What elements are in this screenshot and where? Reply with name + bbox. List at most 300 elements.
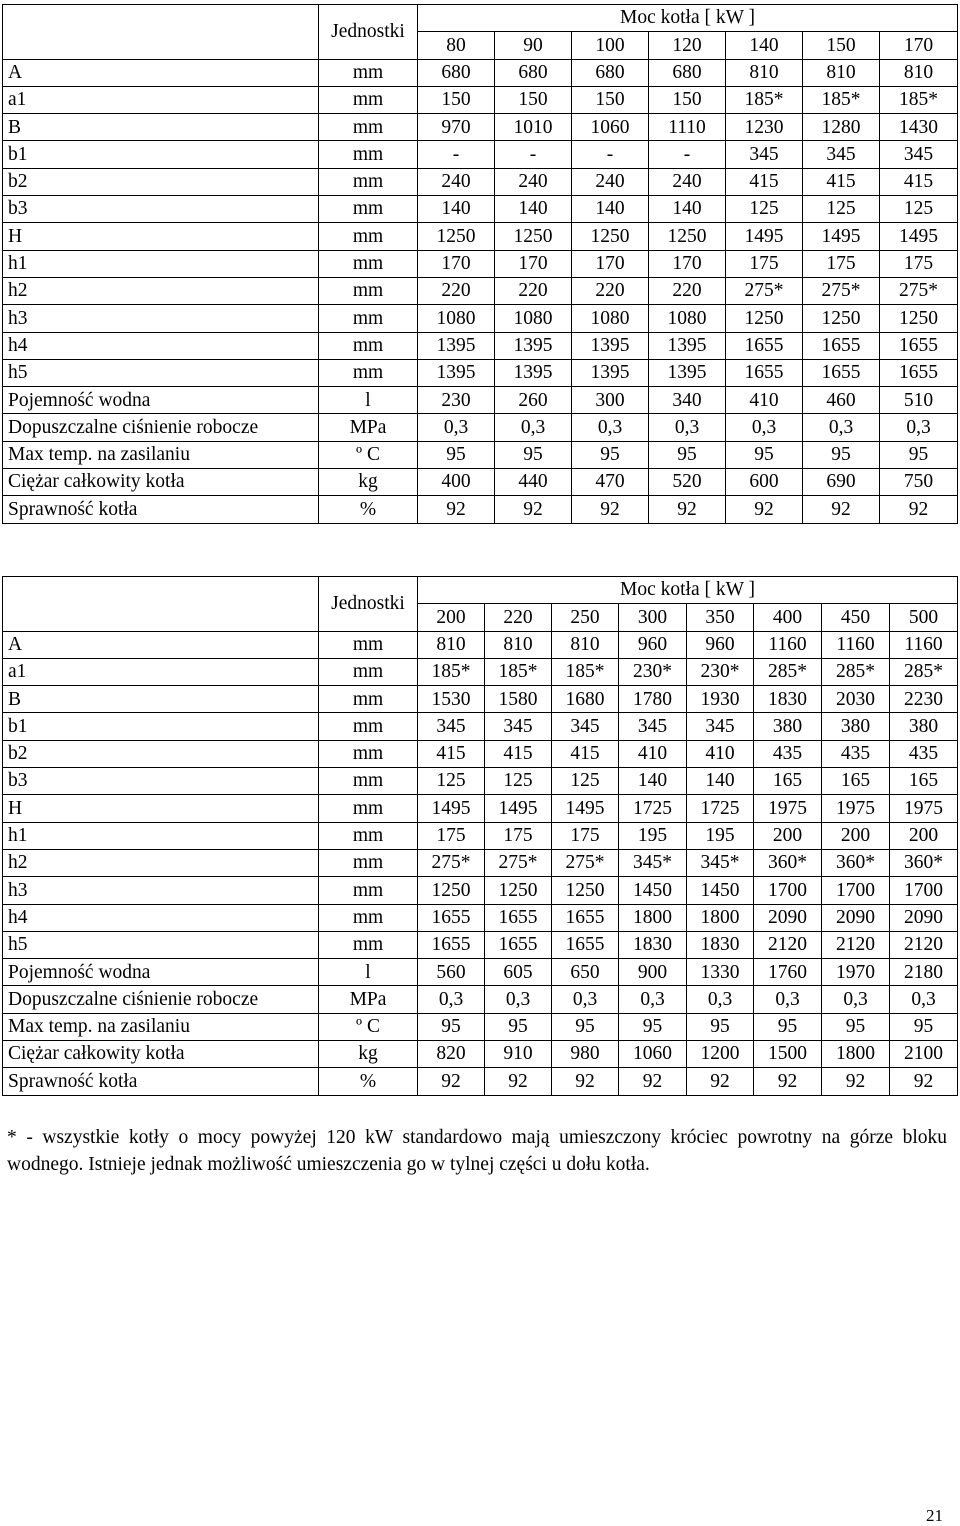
table-row [3, 114, 958, 141]
value-cell: 195 [687, 822, 754, 849]
row-unit: kg [319, 469, 418, 496]
value-cell: 2120 [822, 931, 890, 958]
row-unit: mm [319, 713, 418, 740]
value-cell: 175 [726, 250, 803, 277]
value-cell: 170 [572, 250, 649, 277]
value-cell: 1655 [485, 931, 552, 958]
value-cell: 1160 [822, 631, 890, 658]
table-row [3, 223, 958, 250]
row-unit: mm [319, 196, 418, 223]
value-cell: 1250 [726, 305, 803, 332]
value-cell: 92 [803, 496, 880, 523]
row-unit: l [319, 959, 418, 986]
value-cell: 275* [552, 849, 619, 876]
value-cell: 435 [754, 740, 822, 767]
value-cell: 275* [803, 277, 880, 304]
value-cell: 92 [890, 1068, 958, 1095]
value-cell: 95 [495, 441, 572, 468]
value-cell: 400 [418, 469, 495, 496]
table-row [3, 277, 958, 304]
value-cell: 1230 [726, 114, 803, 141]
value-cell: 410 [726, 387, 803, 414]
value-cell: 185* [485, 658, 552, 685]
value-cell: 960 [687, 631, 754, 658]
power-value-cell: 150 [803, 32, 880, 59]
value-cell: 960 [619, 631, 687, 658]
table-row [3, 305, 958, 332]
value-cell: 92 [822, 1068, 890, 1095]
value-cell: 810 [803, 59, 880, 86]
value-cell: 415 [803, 168, 880, 195]
value-cell: 970 [418, 114, 495, 141]
value-cell: 240 [418, 168, 495, 195]
value-cell: 1110 [649, 114, 726, 141]
value-cell: 340 [649, 387, 726, 414]
value-cell: 1580 [485, 686, 552, 713]
value-cell: 1060 [619, 1041, 687, 1068]
table1-body [3, 5, 958, 524]
value-cell: 345 [418, 713, 485, 740]
value-cell: 1080 [495, 305, 572, 332]
value-cell: 1010 [495, 114, 572, 141]
row-unit: º C [319, 1013, 418, 1040]
row-unit: mm [319, 849, 418, 876]
value-cell: 360* [822, 849, 890, 876]
value-cell: 200 [754, 822, 822, 849]
value-cell: 0,3 [495, 414, 572, 441]
value-cell: 95 [418, 441, 495, 468]
table-row [3, 713, 958, 740]
value-cell: 810 [485, 631, 552, 658]
value-cell: 1395 [418, 332, 495, 359]
value-cell: 1395 [572, 332, 649, 359]
value-cell: 650 [552, 959, 619, 986]
value-cell: 415 [880, 168, 958, 195]
value-cell: 175 [552, 822, 619, 849]
row-label: b1 [3, 713, 319, 740]
value-cell: 470 [572, 469, 649, 496]
value-cell: 1975 [754, 795, 822, 822]
value-cell: 300 [572, 387, 649, 414]
power-header: Moc kotła [ kW ] [418, 5, 958, 32]
value-cell: 1395 [418, 359, 495, 386]
value-cell: 1250 [485, 877, 552, 904]
row-unit: mm [319, 59, 418, 86]
value-cell: 0,3 [649, 414, 726, 441]
value-cell: 1495 [418, 795, 485, 822]
value-cell: 1250 [649, 223, 726, 250]
value-cell: 95 [649, 441, 726, 468]
value-cell: 175 [880, 250, 958, 277]
value-cell: 230 [418, 387, 495, 414]
value-cell: 1975 [890, 795, 958, 822]
value-cell: 1080 [649, 305, 726, 332]
row-unit: mm [319, 822, 418, 849]
units-header: Jednostki [319, 577, 418, 632]
row-label: B [3, 114, 319, 141]
value-cell: 1655 [803, 359, 880, 386]
value-cell: 140 [619, 768, 687, 795]
table-row [3, 986, 958, 1013]
value-cell: 1655 [726, 359, 803, 386]
power-value-cell: 90 [495, 32, 572, 59]
row-unit: mm [319, 768, 418, 795]
row-label: H [3, 223, 319, 250]
row-unit: mm [319, 658, 418, 685]
table-row [3, 768, 958, 795]
value-cell: 165 [754, 768, 822, 795]
row-unit: % [319, 1068, 418, 1095]
value-cell: 185* [803, 86, 880, 113]
value-cell: 140 [572, 196, 649, 223]
value-cell: 175 [485, 822, 552, 849]
value-cell: 345 [726, 141, 803, 168]
row-unit: º C [319, 441, 418, 468]
value-cell: 910 [485, 1041, 552, 1068]
value-cell: 95 [880, 441, 958, 468]
value-cell: 275* [418, 849, 485, 876]
power-value-cell: 350 [687, 604, 754, 631]
power-value-cell: 300 [619, 604, 687, 631]
value-cell: 1800 [619, 904, 687, 931]
row-unit: mm [319, 877, 418, 904]
boiler-spec-table-2 [2, 576, 958, 1096]
table-row [3, 359, 958, 386]
table-row [3, 740, 958, 767]
value-cell: 1200 [687, 1041, 754, 1068]
value-cell: 900 [619, 959, 687, 986]
value-cell: 95 [726, 441, 803, 468]
row-label: h4 [3, 332, 319, 359]
value-cell: 275* [726, 277, 803, 304]
table-row [3, 469, 958, 496]
value-cell: 345 [880, 141, 958, 168]
power-value-cell: 450 [822, 604, 890, 631]
value-cell: 95 [687, 1013, 754, 1040]
value-cell: 1830 [619, 931, 687, 958]
value-cell: 185* [726, 86, 803, 113]
value-cell: 1250 [803, 305, 880, 332]
value-cell: 92 [619, 1068, 687, 1095]
value-cell: 175 [803, 250, 880, 277]
value-cell: 1970 [822, 959, 890, 986]
value-cell: 2180 [890, 959, 958, 986]
value-cell: 200 [890, 822, 958, 849]
value-cell: 1655 [485, 904, 552, 931]
value-cell: 1655 [552, 931, 619, 958]
value-cell: 600 [726, 469, 803, 496]
value-cell: 0,3 [572, 414, 649, 441]
value-cell: 92 [572, 496, 649, 523]
value-cell: 240 [572, 168, 649, 195]
value-cell: 690 [803, 469, 880, 496]
value-cell: 980 [552, 1041, 619, 1068]
value-cell: 170 [418, 250, 495, 277]
value-cell: 95 [754, 1013, 822, 1040]
value-cell: 1725 [619, 795, 687, 822]
value-cell: 170 [649, 250, 726, 277]
value-cell: 220 [649, 277, 726, 304]
value-cell: 1395 [495, 332, 572, 359]
value-cell: 1450 [619, 877, 687, 904]
value-cell: 230* [687, 658, 754, 685]
value-cell: 125 [880, 196, 958, 223]
value-cell: 140 [495, 196, 572, 223]
value-cell: 1655 [418, 904, 485, 931]
value-cell: 1280 [803, 114, 880, 141]
value-cell: 1250 [552, 877, 619, 904]
table-row [3, 686, 958, 713]
value-cell: 95 [572, 441, 649, 468]
value-cell: 810 [726, 59, 803, 86]
value-cell: 1250 [418, 877, 485, 904]
value-cell: 2090 [754, 904, 822, 931]
value-cell: 1395 [572, 359, 649, 386]
row-unit: mm [319, 277, 418, 304]
row-label: h2 [3, 849, 319, 876]
value-cell: 95 [890, 1013, 958, 1040]
table-row [3, 904, 958, 931]
value-cell: 1080 [572, 305, 649, 332]
header-row [3, 577, 958, 604]
row-label: b1 [3, 141, 319, 168]
power-value-cell: 170 [880, 32, 958, 59]
row-unit: mm [319, 114, 418, 141]
value-cell: 1495 [485, 795, 552, 822]
row-label: Ciężar całkowity kotła [3, 469, 319, 496]
value-cell: 1495 [880, 223, 958, 250]
row-label: Pojemność wodna [3, 959, 319, 986]
value-cell: 810 [880, 59, 958, 86]
value-cell: 1395 [649, 359, 726, 386]
row-label: Sprawność kotła [3, 496, 319, 523]
table-row [3, 250, 958, 277]
value-cell: 1680 [552, 686, 619, 713]
value-cell: 1725 [687, 795, 754, 822]
value-cell: 185* [552, 658, 619, 685]
value-cell: 285* [822, 658, 890, 685]
value-cell: 380 [754, 713, 822, 740]
value-cell: 0,3 [418, 414, 495, 441]
value-cell: 410 [687, 740, 754, 767]
row-label: a1 [3, 86, 319, 113]
power-value-cell: 250 [552, 604, 619, 631]
value-cell: 1430 [880, 114, 958, 141]
value-cell: 165 [822, 768, 890, 795]
row-unit: mm [319, 740, 418, 767]
page-number: 21 [926, 1506, 943, 1525]
value-cell: 415 [485, 740, 552, 767]
table-row [3, 631, 958, 658]
table-row [3, 196, 958, 223]
row-unit: MPa [319, 986, 418, 1013]
value-cell: 95 [418, 1013, 485, 1040]
value-cell: 220 [572, 277, 649, 304]
value-cell: 92 [649, 496, 726, 523]
row-label: b3 [3, 768, 319, 795]
value-cell: 275* [485, 849, 552, 876]
row-unit: mm [319, 86, 418, 113]
value-cell: 0,3 [619, 986, 687, 1013]
row-label: A [3, 631, 319, 658]
value-cell: 92 [418, 1068, 485, 1095]
row-unit: kg [319, 1041, 418, 1068]
value-cell: 2100 [890, 1041, 958, 1068]
power-value-cell: 500 [890, 604, 958, 631]
value-cell: 460 [803, 387, 880, 414]
value-cell: 1160 [754, 631, 822, 658]
row-label: h1 [3, 250, 319, 277]
value-cell: 345 [552, 713, 619, 740]
row-unit: mm [319, 250, 418, 277]
row-label: a1 [3, 658, 319, 685]
row-unit: mm [319, 168, 418, 195]
value-cell: 820 [418, 1041, 485, 1068]
value-cell: 1655 [726, 332, 803, 359]
value-cell: 285* [754, 658, 822, 685]
value-cell: - [495, 141, 572, 168]
value-cell: 680 [418, 59, 495, 86]
value-cell: 92 [754, 1068, 822, 1095]
row-label: b2 [3, 740, 319, 767]
value-cell: 560 [418, 959, 485, 986]
value-cell: 1495 [726, 223, 803, 250]
value-cell: 1250 [880, 305, 958, 332]
value-cell: 220 [418, 277, 495, 304]
value-cell: 170 [495, 250, 572, 277]
table-row [3, 1013, 958, 1040]
row-label: h4 [3, 904, 319, 931]
value-cell: 1250 [495, 223, 572, 250]
value-cell: 230* [619, 658, 687, 685]
power-value-cell: 400 [754, 604, 822, 631]
table-row [3, 658, 958, 685]
value-cell: 125 [418, 768, 485, 795]
row-label: h1 [3, 822, 319, 849]
row-label: A [3, 59, 319, 86]
row-label: Ciężar całkowity kotła [3, 1041, 319, 1068]
row-unit: mm [319, 931, 418, 958]
value-cell: 92 [418, 496, 495, 523]
value-cell: 0,3 [890, 986, 958, 1013]
value-cell: 200 [822, 822, 890, 849]
value-cell: 1500 [754, 1041, 822, 1068]
value-cell: 92 [880, 496, 958, 523]
row-unit: l [319, 387, 418, 414]
value-cell: 2090 [890, 904, 958, 931]
value-cell: 415 [726, 168, 803, 195]
table-row [3, 1068, 958, 1095]
value-cell: 1780 [619, 686, 687, 713]
row-label: Max temp. na zasilaniu [3, 441, 319, 468]
value-cell: 240 [495, 168, 572, 195]
value-cell: 1830 [754, 686, 822, 713]
value-cell: 0,3 [726, 414, 803, 441]
value-cell: 125 [552, 768, 619, 795]
value-cell: 175 [418, 822, 485, 849]
power-value-cell: 220 [485, 604, 552, 631]
value-cell: 810 [418, 631, 485, 658]
table-row [3, 959, 958, 986]
value-cell: 1495 [803, 223, 880, 250]
table-row [3, 141, 958, 168]
boiler-spec-table-1 [2, 4, 958, 524]
value-cell: 1655 [880, 332, 958, 359]
value-cell: 810 [552, 631, 619, 658]
value-cell: 275* [880, 277, 958, 304]
row-label: Max temp. na zasilaniu [3, 1013, 319, 1040]
header-blank-cell [3, 577, 319, 632]
table-row [3, 168, 958, 195]
value-cell: 1930 [687, 686, 754, 713]
row-unit: mm [319, 223, 418, 250]
value-cell: 150 [418, 86, 495, 113]
value-cell: 1495 [552, 795, 619, 822]
row-label: B [3, 686, 319, 713]
value-cell: 95 [485, 1013, 552, 1040]
footnote: * - wszystkie kotły o mocy powyżej 120 kW standardowo mają umieszczony króciec powrotny na górze bloku wodnego. Istnieje jednak możliwość umieszczenia go w tylnej części u dołu kotła. [7, 1127, 947, 1175]
value-cell: 95 [552, 1013, 619, 1040]
value-cell: 1450 [687, 877, 754, 904]
value-cell: 410 [619, 740, 687, 767]
row-unit: mm [319, 359, 418, 386]
table-row [3, 795, 958, 822]
value-cell: 345 [687, 713, 754, 740]
table-row [3, 496, 958, 523]
value-cell: 220 [495, 277, 572, 304]
value-cell: 150 [495, 86, 572, 113]
value-cell: 150 [572, 86, 649, 113]
row-label: Sprawność kotła [3, 1068, 319, 1095]
value-cell: 195 [619, 822, 687, 849]
power-value-cell: 120 [649, 32, 726, 59]
value-cell: 1395 [649, 332, 726, 359]
row-unit: mm [319, 686, 418, 713]
value-cell: 1700 [890, 877, 958, 904]
row-unit: mm [319, 305, 418, 332]
row-label: h3 [3, 305, 319, 332]
value-cell: 1330 [687, 959, 754, 986]
row-label: b3 [3, 196, 319, 223]
row-unit: mm [319, 795, 418, 822]
power-value-cell: 200 [418, 604, 485, 631]
value-cell: 750 [880, 469, 958, 496]
power-header: Moc kotła [ kW ] [418, 577, 958, 604]
row-unit: % [319, 496, 418, 523]
value-cell: 1700 [754, 877, 822, 904]
value-cell: 92 [495, 496, 572, 523]
row-label: h5 [3, 931, 319, 958]
value-cell: 1250 [572, 223, 649, 250]
value-cell: 1250 [418, 223, 495, 250]
value-cell: 95 [619, 1013, 687, 1040]
value-cell: 1975 [822, 795, 890, 822]
table-row [3, 332, 958, 359]
value-cell: 92 [485, 1068, 552, 1095]
row-unit: MPa [319, 414, 418, 441]
value-cell: 345 [619, 713, 687, 740]
table-row [3, 822, 958, 849]
row-label: Dopuszczalne ciśnienie robocze [3, 986, 319, 1013]
value-cell: 1760 [754, 959, 822, 986]
value-cell: 0,3 [552, 986, 619, 1013]
value-cell: 1080 [418, 305, 495, 332]
value-cell: 140 [649, 196, 726, 223]
value-cell: 2090 [822, 904, 890, 931]
value-cell: 440 [495, 469, 572, 496]
value-cell: 680 [649, 59, 726, 86]
value-cell: 1395 [495, 359, 572, 386]
